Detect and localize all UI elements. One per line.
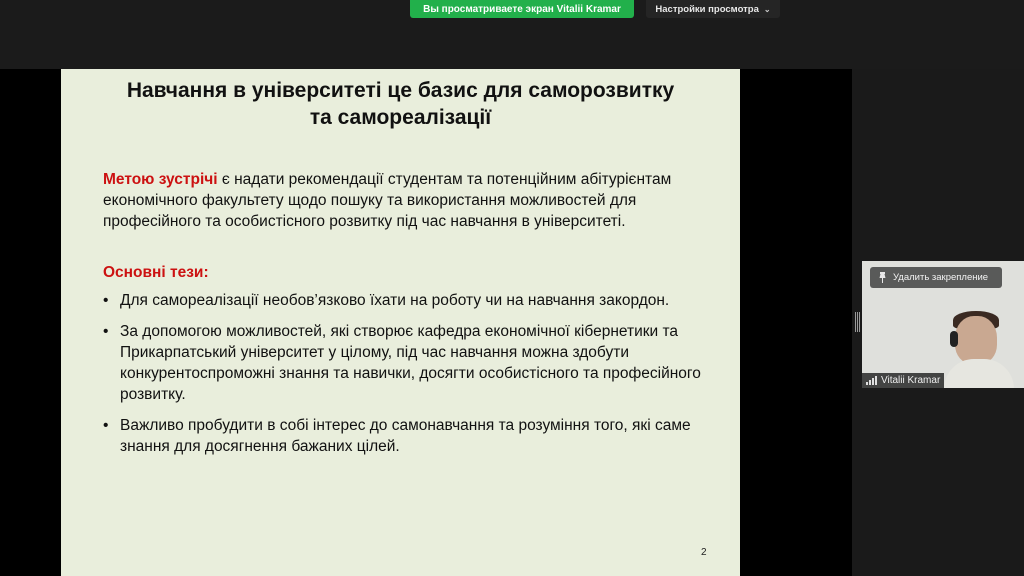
- screen-share-banner[interactable]: Вы просматриваете экран Vitalii Kramar: [410, 0, 634, 18]
- theses-heading: Основні тези:: [103, 264, 209, 281]
- bullet-icon: •: [103, 323, 109, 340]
- slide-title-line-2: та самореалізації: [309, 106, 492, 129]
- list-item: [103, 415, 723, 457]
- slide-title-line-1: Навчання в університеті це базис для саморозвитку: [126, 79, 675, 102]
- slide-intro-paragraph: [103, 169, 723, 232]
- presentation-slide: [61, 69, 740, 576]
- signal-bars-icon: [866, 376, 877, 385]
- meeting-top-bar: [0, 0, 1024, 69]
- chevron-down-icon: ⌄: [763, 4, 771, 14]
- view-settings-label: Настройки просмотра: [655, 3, 759, 15]
- unpin-label: Удалить закрепление: [893, 272, 989, 283]
- list-item-text: Важливо пробудити в собі інтерес до самонавчання та розуміння того, які саме знання для досягнення бажаних цілей.: [120, 417, 691, 455]
- unpin-button[interactable]: [870, 267, 1002, 288]
- theses-list: [103, 290, 723, 467]
- slide-page-number: 2: [701, 547, 707, 558]
- slide-title: [61, 77, 740, 131]
- participant-name-tag: [862, 373, 944, 388]
- view-settings-button[interactable]: [646, 0, 780, 18]
- participant-body: [944, 359, 1014, 388]
- bullet-icon: •: [103, 417, 109, 434]
- list-item: [103, 321, 723, 405]
- intro-text: є надати рекомендації студентам та потенційним абітурієнтам економічного факультету щодо пошуку та використання можливостей для професійного та особистісного розвитку під час навчання в університеті.: [103, 171, 672, 230]
- participant-video-tile[interactable]: [862, 261, 1024, 388]
- list-item-text: За допомогою можливостей, які створює кафедра економічної кібернетики та Прикарпатський університет у цілому, під час навчання можна здобути конкурентоспроможні знання та навички, досягти особистісного та професійного розвитку.: [120, 323, 701, 403]
- list-item: [103, 290, 723, 311]
- participant-face: [955, 316, 997, 364]
- resize-handle[interactable]: [855, 312, 860, 332]
- participant-name: Vitalii Kramar: [881, 375, 941, 386]
- bullet-icon: •: [103, 292, 109, 309]
- headset-icon: [950, 331, 958, 347]
- list-item-text: Для самореалізації необов’язково їхати на роботу чи на навчання закордон.: [120, 292, 670, 309]
- pin-icon: [878, 272, 887, 283]
- intro-highlight: Метою зустрічі: [103, 171, 218, 188]
